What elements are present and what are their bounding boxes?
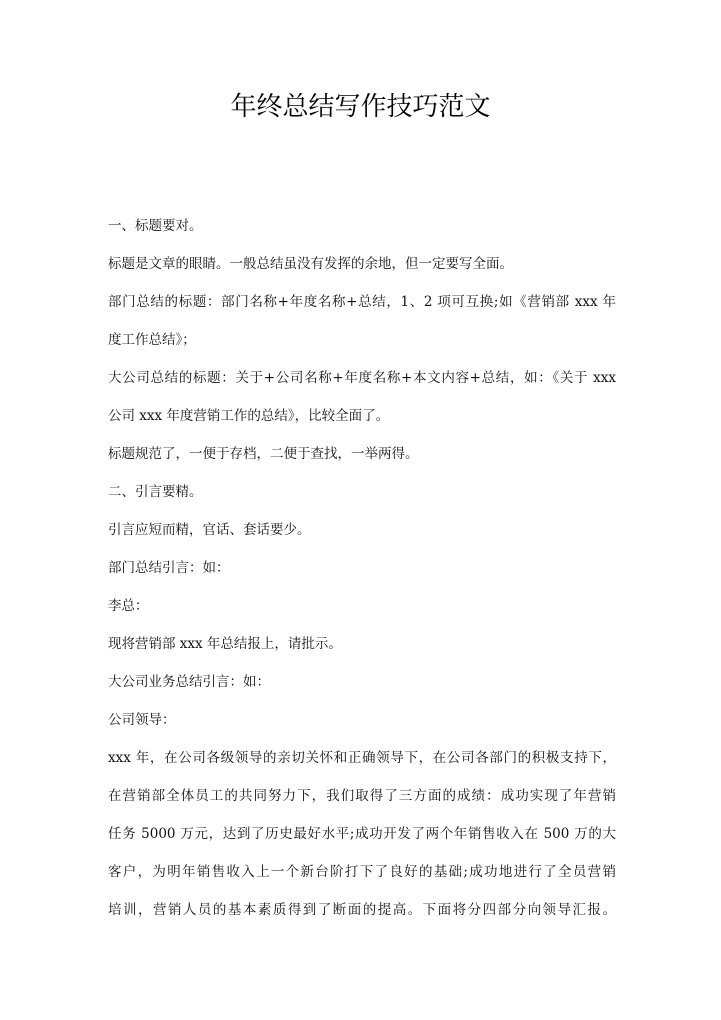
document-body [108, 207, 616, 929]
section-heading-2: 二、引言要精。 [108, 484, 203, 500]
paragraph-line: 标题规范了，一便于存档，二便于查找，一举两得。 [108, 446, 419, 462]
section-heading-1: 一、标题要对。 [108, 218, 203, 234]
paragraph-line: 度工作总结》； [108, 332, 196, 348]
paragraph-line: 标题是文章的眼睛。一般总结虽没有发挥的余地，但一定要写全面。 [108, 256, 513, 272]
paragraph-line: 现将营销部 xxx 年总结报上，请批示。 [108, 636, 342, 652]
paragraph-line: 部门总结引言：如： [108, 560, 230, 576]
paragraph-line: 大公司业务总结引言：如： [108, 674, 270, 690]
paragraph-line: 客户，为明年销售收入上一个新台阶打下了良好的基础;成功地进行了全员营销 [108, 864, 616, 880]
document-title: 年终总结写作技巧范文 [230, 92, 491, 122]
paragraph-line: 公司领导： [108, 712, 176, 728]
paragraph-line: 在营销部全体员工的共同努力下，我们取得了三方面的成绩：成功实现了年营销 [108, 788, 616, 804]
paragraph-line: 公司 xxx 年度营销工作的总结》，比较全面了。 [108, 408, 390, 424]
paragraph-line: 部门总结的标题：部门名称+年度名称+总结，1、2 项可互换;如《营销部 xxx 年 [108, 294, 616, 310]
paragraph-line: 李总： [108, 598, 149, 614]
paragraph-line: xxx 年，在公司各级领导的亲切关怀和正确领导下，在公司各部门的积极支持下， [108, 750, 616, 766]
paragraph-line: 培训，营销人员的基本素质得到了断面的提高。下面将分四部分向领导汇报。 [108, 902, 616, 918]
paragraph-line: 任务 5000 万元，达到了历史最好水平;成功开发了两个年销售收入在 500 万的大 [108, 826, 616, 842]
paragraph-line: 引言应短而精，官话、套话要少。 [108, 522, 311, 538]
paragraph-line: 大公司总结的标题：关于+公司名称+年度名称+本文内容+总结，如：《关于 xxx [108, 370, 616, 386]
